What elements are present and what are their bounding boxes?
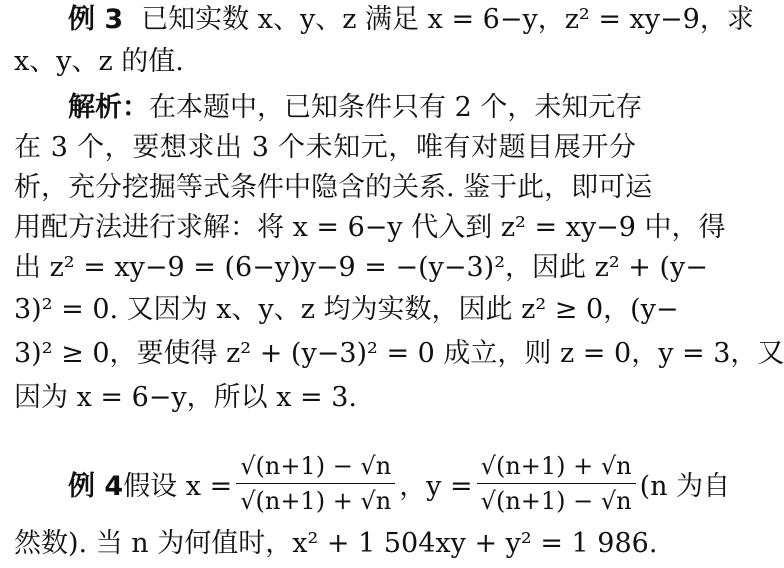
analysis-text-1: 在本题中，已知条件只有 2 个，未知元存 (149, 92, 643, 123)
analysis-line-4 (14, 210, 726, 246)
example3-text-2: x、y、z 的值. (14, 46, 184, 77)
analysis-line-1 (14, 90, 643, 126)
example3-line-1 (14, 2, 754, 38)
analysis-line-3 (14, 170, 653, 206)
example4-text-2: 然数). 当 n 为何值时，x² + 1 504xy + y² = 1 986. (14, 528, 658, 559)
analysis-line-2 (14, 130, 636, 166)
fraction-y-numerator: √(n+1) + √n (477, 451, 636, 484)
analysis-text-3: 析，充分挖掘等式条件中隐含的关系. 鉴于此，即可运 (14, 172, 653, 203)
fraction-x-denominator: √(n+1) + √n (240, 486, 392, 515)
analysis-text-7: 3)² ≥ 0，要使得 z² + (y−3)² = 0 成立，则 z = 0，y = 3，又 (14, 338, 784, 369)
example4-label: 例 4 (68, 470, 124, 502)
analysis-text-5: 出 z² = xy−9 = (6−y)y−9 = −(y−3)²，因此 z² + (y− (14, 252, 708, 283)
example4-tail: (n 为自 (639, 470, 731, 502)
fraction-y-denominator: √(n+1) − √n (480, 486, 632, 515)
analysis-text-8: 因为 x = 6−y，所以 x = 3. (14, 382, 358, 413)
analysis-text-4: 用配方法进行求解：将 x = 6−y 代入到 z² = xy−9 中，得 (14, 212, 726, 243)
analysis-line-7 (14, 336, 784, 372)
analysis-line-6 (14, 292, 679, 328)
example4-line-1 (14, 440, 731, 526)
analysis-line-5 (14, 250, 708, 286)
example4-intro: 假设 x = (123, 470, 233, 502)
example3-label: 例 3 (68, 4, 124, 35)
example4-line-2 (14, 526, 658, 562)
example3-text-1: 已知实数 x、y、z 满足 x = 6−y，z² = xy−9，求 (141, 4, 754, 35)
analysis-line-8 (14, 380, 636, 416)
fraction-x-numerator: √(n+1) − √n (236, 451, 395, 484)
example3-line-2 (14, 44, 636, 80)
fraction-x (236, 451, 395, 516)
analysis-label: 解析： (68, 92, 149, 123)
example4-mid: ，y = (399, 470, 473, 502)
analysis-text-6: 3)² = 0. 又因为 x、y、z 均为实数，因此 z² ≥ 0，(y− (14, 294, 679, 325)
analysis-text-2: 在 3 个，要想求出 3 个未知元，唯有对题目展开分 (14, 132, 636, 163)
fraction-y (477, 451, 636, 516)
